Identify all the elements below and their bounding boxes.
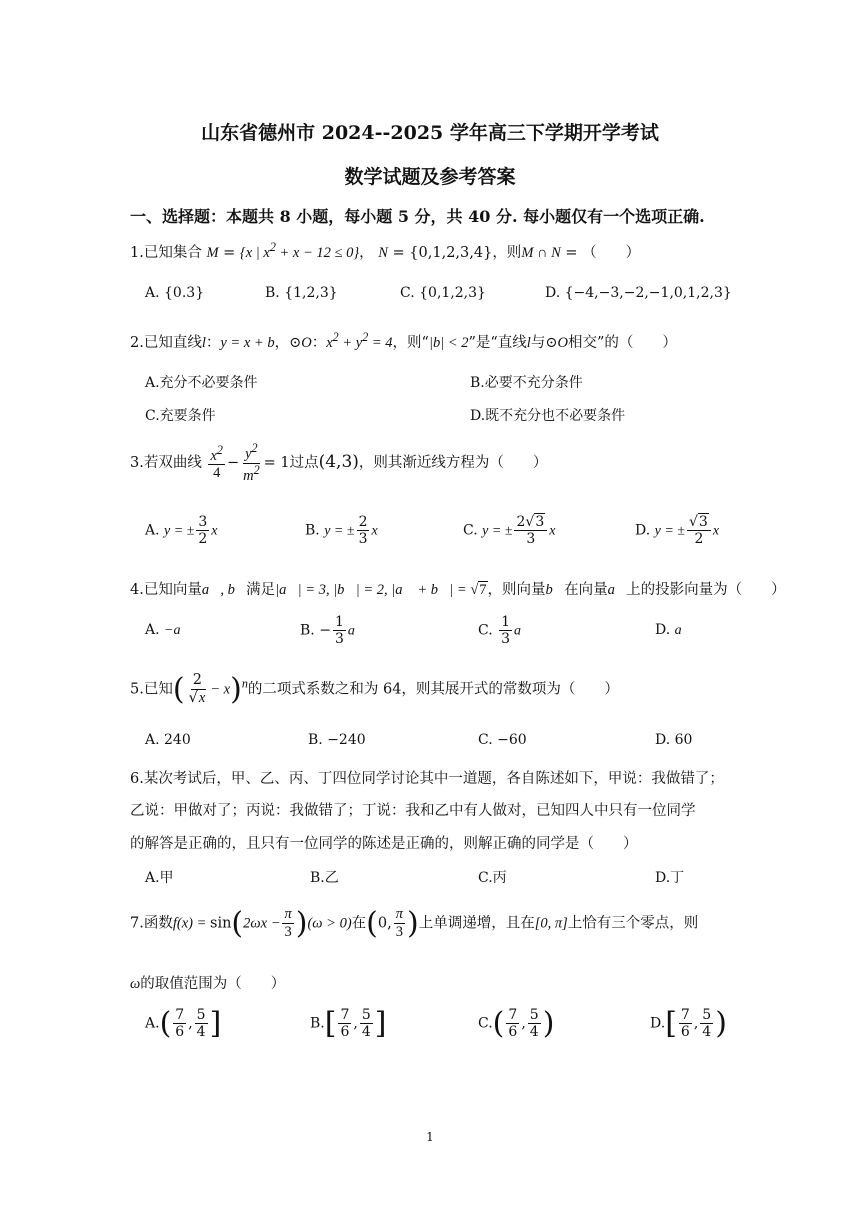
- q2-circle-sym: ，⊙: [274, 334, 302, 351]
- q1-intersection: M ∩ N: [521, 244, 561, 261]
- q2-line-eq: y = x + b: [220, 334, 275, 351]
- q4-text-d: 上的投影向量为（ ）: [626, 582, 786, 598]
- question-6-line2: 乙说：甲做对了；丙说：我做错了；丁说：我和乙中有人做对，已知四人中只有一位同学: [130, 803, 696, 819]
- q2-option-c: C.充要条件: [145, 408, 216, 424]
- section-heading: 一、选择题：本题共 8 小题，每小题 5 分，共 40 分. 每小题仅有一个选项正确.: [130, 207, 705, 226]
- question-2: 2.已知直线l：y = x + b，⊙O：$x^2 + y^2 = 4$，则“|b| < 2”是“直线l与⊙O相交”的（ ）: [130, 330, 677, 351]
- q7-lead: 7.函数: [130, 915, 173, 932]
- question-6-line3: 的解答是正确的，且只有一位同学的陈述是正确的，则解正确的同学是（ ）: [130, 836, 638, 852]
- q1-set-m-def: {x | $x^2 + x - 12 \le 0$}: [239, 240, 360, 261]
- q2-circle-eq: $x^2 + y^2 = 4$: [326, 330, 393, 351]
- q2-text-d: 与⊙: [530, 334, 558, 351]
- question-6-line1: 6.某次考试后，甲、乙、丙、丁四位同学讨论其中一道题，各自陈述如下，甲说：我做错了；: [130, 771, 724, 787]
- q4-vectors: a⃗, b⃗: [201, 582, 247, 598]
- q3-option-c: C. y = ± $\frac{2√3}{3}$ x: [463, 514, 556, 548]
- q4-conditions: |a⃗| = 3, |b⃗| = 2, |a⃗ + b⃗| = √7: [275, 582, 487, 598]
- q1-option-c: C. {0,1,2,3}: [400, 285, 486, 301]
- q7-text-c: 上恰有三个零点，则: [567, 915, 699, 932]
- q1-tail: ，则: [492, 244, 522, 261]
- q2-lead: 2.已知直线: [130, 334, 202, 351]
- q3-option-b: B. y = ± $\frac{2}{3}$ x: [305, 514, 378, 548]
- q2-circle-o: O: [301, 334, 312, 351]
- q5-option-d: D. 60: [655, 732, 693, 748]
- q4-a: a⃗: [607, 582, 627, 598]
- question-3: 3.若双曲线 $\frac{x^2}{4}$ − $\frac{y^2}{m^2}$ = 1过点(4,3)，则其渐近线方程为（ ）: [130, 441, 548, 484]
- q1-paren: （ ）: [582, 244, 641, 261]
- q1-set-m: M: [206, 244, 219, 261]
- q1-option-b: B. {1,2,3}: [265, 285, 338, 301]
- q5-option-c: C. −60: [478, 732, 527, 748]
- q2-option-b: B.必要不充分条件: [470, 375, 583, 391]
- q4-option-d: D. a⃗: [655, 622, 693, 638]
- q2-line-l: l: [201, 334, 206, 351]
- q3-text-b: ，则其渐近线方程为（ ）: [358, 455, 548, 471]
- q6-option-a: A.甲: [145, 870, 174, 886]
- q5-text-a: 的二项式系数之和为 64，则其展开式的常数项为（ ）: [247, 681, 619, 698]
- q5-lead: 5.已知: [130, 681, 173, 698]
- q1-set-n-def: {0,1,2,3,4}: [409, 244, 493, 261]
- question-4: [130, 578, 786, 599]
- q6-option-c: C.丙: [478, 870, 507, 886]
- question-7-line2: ω的取值范围为（ ）: [130, 976, 286, 992]
- q4-text-a: 满足: [246, 582, 276, 598]
- q4-option-c: C. $\frac{1}{3}$ a⃗: [478, 614, 532, 648]
- q2-text-e: 相交”的（ ）: [567, 334, 677, 351]
- q3-point: (4,3): [318, 452, 359, 472]
- q1-set-n: N: [378, 244, 388, 261]
- q2-option-d: D.既不充分也不必要条件: [470, 408, 626, 424]
- q2-l2: l: [526, 334, 531, 351]
- q7-option-a: A.( $\frac{7}{6}$ , $\frac{5}{4}$ ]: [145, 1006, 222, 1041]
- q6-option-d: D.丁: [655, 870, 685, 886]
- q3-option-d: D. y = ± $\frac{√3}{2}$ x: [635, 514, 720, 548]
- q7-text-a: 在: [351, 915, 367, 932]
- q1-lead: 1.已知集合: [130, 244, 202, 261]
- q1-option-d: D. {−4,−3,−2,−1,0,1,2,3}: [545, 285, 732, 301]
- doc-title-line2: 数学试题及参考答案: [344, 166, 516, 188]
- doc-title-line1: 山东省德州市 2024--2025 学年高三下学期开学考试: [201, 122, 659, 144]
- q1-option-a: A. {0.3}: [145, 285, 205, 301]
- q3-lead: 3.若双曲线: [130, 455, 202, 471]
- q4-lead: 4.已知向量: [130, 582, 202, 598]
- q7-option-d: D.[ $\frac{7}{6}$ , $\frac{5}{4}$ ): [650, 1006, 727, 1041]
- page-number: 1: [426, 1130, 434, 1144]
- q7-text-b: 上单调递增，且在: [418, 915, 535, 932]
- question-5: 5.已知( $\frac{2}{√x}$ − x)$^n$的二项式系数之和为 64，则其展开式的常数项为（ ）: [130, 672, 619, 707]
- q7-option-c: C.( $\frac{7}{6}$ , $\frac{5}{4}$ ): [478, 1006, 555, 1041]
- question-7: 7.函数f(x) = sin(2ωx − $\frac{\pi}{3}$ )(ω > 0)在(0, $\frac{\pi}{3}$ )上单调递增，且在[0, π]上恰有三个零点，则: [130, 906, 699, 941]
- q4-text-c: 在向量: [564, 582, 608, 598]
- q1-sep: ，: [359, 244, 374, 261]
- q4-b: b⃗: [545, 582, 565, 598]
- q2-text-b: ，则“: [392, 334, 429, 351]
- q2-o2: O: [557, 334, 568, 351]
- q5-frac: $\frac{2}{√x}$: [188, 672, 206, 706]
- q5-option-a: A. 240: [145, 732, 191, 748]
- q4-option-b: B. − $\frac{1}{3}$ a⃗: [300, 614, 366, 648]
- q7-function: f(x) =: [172, 915, 210, 932]
- q3-frac-x: $\frac{x^2}{4}$: [210, 442, 223, 482]
- q4-option-a: A. −a⃗: [145, 622, 192, 638]
- q4-text-b: ，则向量: [487, 582, 546, 598]
- question-1: 1.已知集合 M = {x | $x^2 + x - 12 \le 0$}， N = {0,1,2,3,4}，则M ∩ N = （ ）: [130, 240, 641, 261]
- q3-text-a: 过点: [289, 455, 319, 471]
- q2-option-a: A.充分不必要条件: [145, 375, 258, 391]
- q5-option-b: B. −240: [308, 732, 366, 748]
- q2-text-c: ”是“直线: [468, 334, 527, 351]
- q3-frac-y: $\frac{y^2}{m^2}$: [243, 441, 260, 484]
- q7-option-b: B.[ $\frac{7}{6}$ , $\frac{5}{4}$ ]: [310, 1006, 387, 1041]
- q3-option-a: A. y = ± $\frac{3}{2}$ x: [145, 514, 218, 548]
- q2-cond: |b| < 2: [428, 334, 469, 351]
- q6-option-b: B.乙: [310, 870, 339, 886]
